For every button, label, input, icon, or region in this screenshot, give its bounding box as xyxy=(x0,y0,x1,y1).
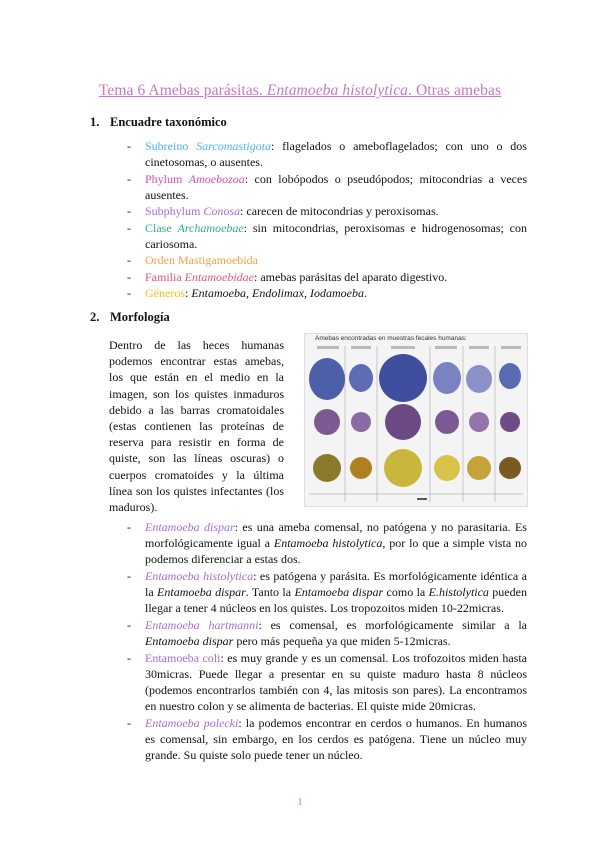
taxonomy-item: - Subphylum Conosa: carecen de mitocondrias y peroxisomas. xyxy=(127,203,527,219)
species-item: - Entamoeba coli: es muy grande y es un comensal. Los trofozoitos miden hasta 30micras. Puede llegar a presentar en su quiste maduro hasta 8 núcleos (podemos encontrarlos también con 4, las mitosis son pares). La encontramos en nuestro colon y se alimenta de bacterias. El quiste mide 20micras. xyxy=(127,650,527,714)
taxonomy-item: - Géneros: Entamoeba, Endolimax, Iodamoeba. xyxy=(127,285,527,301)
taxonomy-item: - Clase Archamoebae: sin mitocondrias, peroxisomas e hidrogenosomas; con cariosoma. xyxy=(127,220,527,252)
taxonomy-item: - Orden Mastigamoebida xyxy=(127,252,527,268)
amoeba-micrographs xyxy=(305,334,527,506)
species-item: - Entamoeba polecki: la podemos encontrar en cerdos o humanos. En humanos es comensal, sin embargo, en los cerdos es patógena. Tiene un núcleo muy grande. Su quiste solo puede tener un núcleo. xyxy=(127,715,527,763)
section-heading-2: 2. Morfología xyxy=(90,310,170,324)
amoeba-figure xyxy=(304,333,528,507)
title-suffix: . Otras amebas xyxy=(408,82,502,99)
taxonomy-list xyxy=(127,138,527,302)
section-heading-1: 1. Encuadre taxonómico xyxy=(90,115,227,129)
morphology-paragraph: Dentro de las heces humanas podemos encontrar estas amebas, los que están en el medio en la imagen, son los quistes inmaduros debido a las barras cromatoidales (estas contienen las proteínas de reserva para resistir en forma de quiste, son las líneas oscuras) o cuerpos cromatoides y la última línea son los quistes infectantes (los maduros). xyxy=(109,338,284,515)
figure-caption: Amebas encontradas en muestras fecales humanas: xyxy=(315,335,467,342)
species-item: - Entamoeba histolytica: es patógena y parásita. Es morfológicamente idéntica a la Entamoeba dispar. Tanto la Entamoeba dispar como la E.histolytica pueden llegar a tener 4 núcleos en los quistes. Los tropozoitos miden 10-22micras. xyxy=(127,568,527,616)
page-number: 1 xyxy=(297,796,303,808)
taxonomy-item: - Subreino Sarcomastigota: flagelados o ameboflagelados; con uno o dos cinetosomas, o ausentes. xyxy=(127,138,527,170)
taxonomy-item: - Phylum Amoebozoa: con lobópodos o pseudópodos; mitocondrias a veces ausentes. xyxy=(127,171,527,203)
title-prefix: Tema 6 Amebas parásitas. xyxy=(98,82,267,99)
species-item: - Entamoeba dispar: es una ameba comensal, no patógena y no parasitaria. Es morfológicamente igual a Entamoeba histolytica, por lo que a simple vista no podemos diferenciar a estas dos. xyxy=(127,519,527,567)
page-title xyxy=(0,82,600,100)
title-italic: Entamoeba histolytica xyxy=(266,82,409,99)
species-list xyxy=(127,519,527,764)
taxonomy-item: - Familia Entamoebidae: amebas parásitas del aparato digestivo. xyxy=(127,269,527,285)
species-item: - Entamoeba hartmanni: es comensal, es morfológicamente similar a la Entamoeba dispar pero más pequeña ya que miden 5-12micras. xyxy=(127,617,527,649)
